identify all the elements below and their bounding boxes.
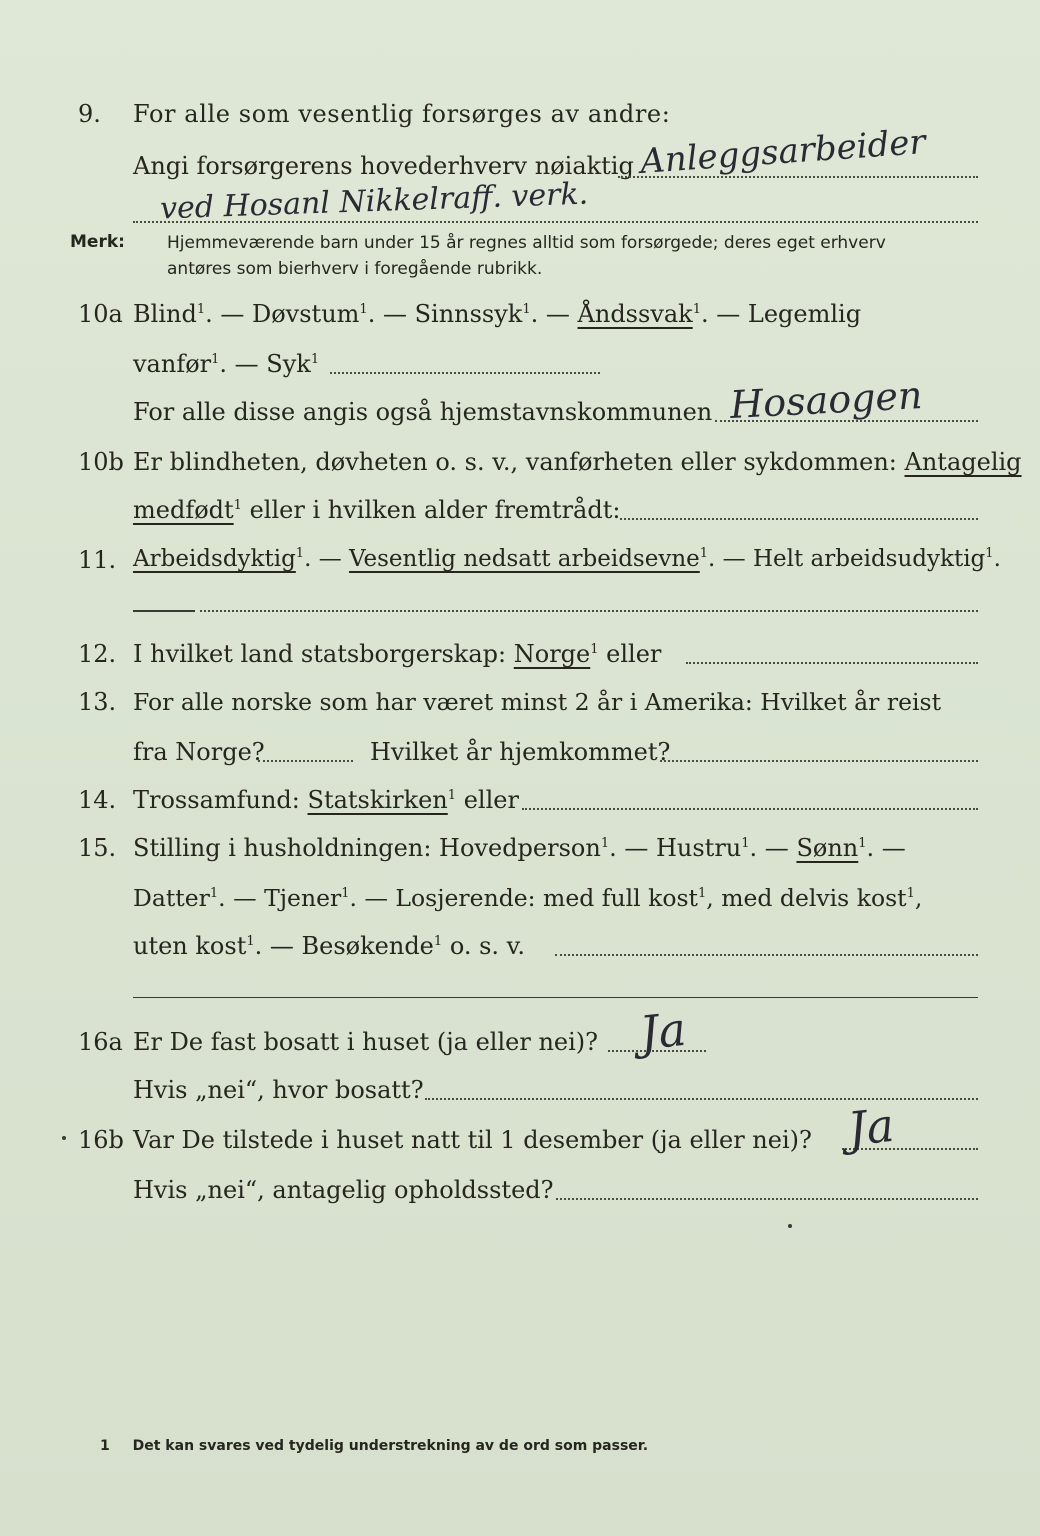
note-text: Hjemmeværende barn under 15 år regnes alltid som forsørgede; deres eget erhverv xyxy=(167,233,886,253)
question-text: medfødt$^1$ eller i hvilken alder fremtrådt: xyxy=(133,496,621,524)
question-number: 16a xyxy=(78,1028,123,1056)
question-text: For alle norske som har været minst 2 år i Amerika: Hvilket år reist xyxy=(133,688,942,716)
handwritten-answer: Hosaogen xyxy=(728,372,924,428)
question-text: Stilling i husholdningen: Hovedperson$^1$. — Hustru$^1$. — Sønn$^1$. — xyxy=(133,834,906,862)
answer-line[interactable] xyxy=(660,760,978,762)
short-rule xyxy=(133,610,195,612)
answer-line[interactable] xyxy=(200,610,978,612)
underlined-option: Antagelig xyxy=(904,448,1022,476)
ink-speck xyxy=(788,1224,792,1228)
question-number: 9. xyxy=(78,100,101,128)
answer-line[interactable] xyxy=(522,808,978,810)
question-text: fra Norge? xyxy=(133,738,265,766)
ink-speck xyxy=(62,1136,66,1140)
question-text: Angi forsørgerens hovederhverv nøiaktig xyxy=(133,152,634,180)
underlined-option: medfødt xyxy=(133,496,234,524)
answer-line[interactable] xyxy=(555,954,978,956)
question-text: uten kost$^1$. — Besøkende$^1$ o. s. v. xyxy=(133,932,526,960)
answer-line[interactable] xyxy=(556,1198,978,1200)
note-text: antøres som bierhverv i foregående rubrikk. xyxy=(167,259,543,279)
question-number: 13. xyxy=(78,688,117,716)
answer-line[interactable] xyxy=(686,662,978,664)
handwritten-answer: Anleggsarbeider xyxy=(638,122,927,182)
question-number: 14. xyxy=(78,786,117,814)
underlined-option: Vesentlig nedsatt arbeidsevne xyxy=(349,546,700,572)
handwritten-answer: Ja xyxy=(637,1001,689,1061)
handwritten-answer: ved Hosanl Nikkelraff. verk. xyxy=(159,176,589,227)
question-text: vanfør$^1$. — Syk$^1$ xyxy=(133,350,320,378)
question-text: Hvis „nei“, antagelig opholdssted? xyxy=(133,1176,554,1204)
question-number: 11. xyxy=(78,546,117,574)
handwritten-answer: Ja xyxy=(845,1097,897,1157)
question-text: Var De tilstede i huset natt til 1 desember (ja eller nei)? xyxy=(133,1126,812,1154)
question-text: Hvilket år hjemkommet? xyxy=(370,738,671,766)
underlined-option: Åndssvak xyxy=(577,300,693,328)
note-label: Merk: xyxy=(70,232,125,252)
underlined-option: Arbeidsdyktig xyxy=(133,546,296,572)
section-rule xyxy=(133,997,978,998)
question-number: 10a xyxy=(78,300,123,328)
question-text: Blind$^1$. — Døvstum$^1$. — Sinnssyk$^1$. — Åndssvak$^1$. — Legemlig xyxy=(133,300,862,328)
question-text: For alle disse angis også hjemstavnskommunen xyxy=(133,398,713,426)
question-text: Hvis „nei“, hvor bosatt? xyxy=(133,1076,424,1104)
question-number: 10b xyxy=(78,448,124,476)
footnote-text: Det kan svares ved tydelig understrekning av de ord som passer. xyxy=(132,1438,649,1454)
underlined-option: Statskirken xyxy=(307,786,448,814)
question-text: Datter$^1$. — Tjener$^1$. — Losjerende: med full kost$^1$, med delvis kost$^1$, xyxy=(133,884,923,912)
underlined-option: Norge xyxy=(513,640,591,668)
answer-line[interactable] xyxy=(425,1098,978,1100)
question-number: 16b xyxy=(78,1126,124,1154)
question-text: I hvilket land statsborgerskap: Norge$^1$ eller xyxy=(133,640,662,668)
footnote-mark: 1 xyxy=(100,1438,110,1454)
underlined-option: Sønn xyxy=(796,834,859,862)
question-number: 12. xyxy=(78,640,117,668)
question-text: For alle som vesentlig forsørges av andre: xyxy=(133,100,671,128)
answer-line[interactable] xyxy=(330,372,600,374)
footnote xyxy=(100,1438,648,1454)
question-text: Er De fast bosatt i huset (ja eller nei)? xyxy=(133,1028,599,1056)
question-number: 15. xyxy=(78,834,117,862)
question-text: Er blindheten, døvheten o. s. v., vanførheten eller sykdommen: Antagelig xyxy=(133,448,1022,476)
answer-line[interactable] xyxy=(620,518,978,520)
question-text: Arbeidsdyktig$^1$. — Vesentlig nedsatt arbeidsevne$^1$. — Helt arbeidsudyktig$^1$. xyxy=(133,546,1001,572)
question-text: Trossamfund: Statskirken$^1$ eller xyxy=(133,786,519,814)
answer-line[interactable] xyxy=(258,760,353,762)
